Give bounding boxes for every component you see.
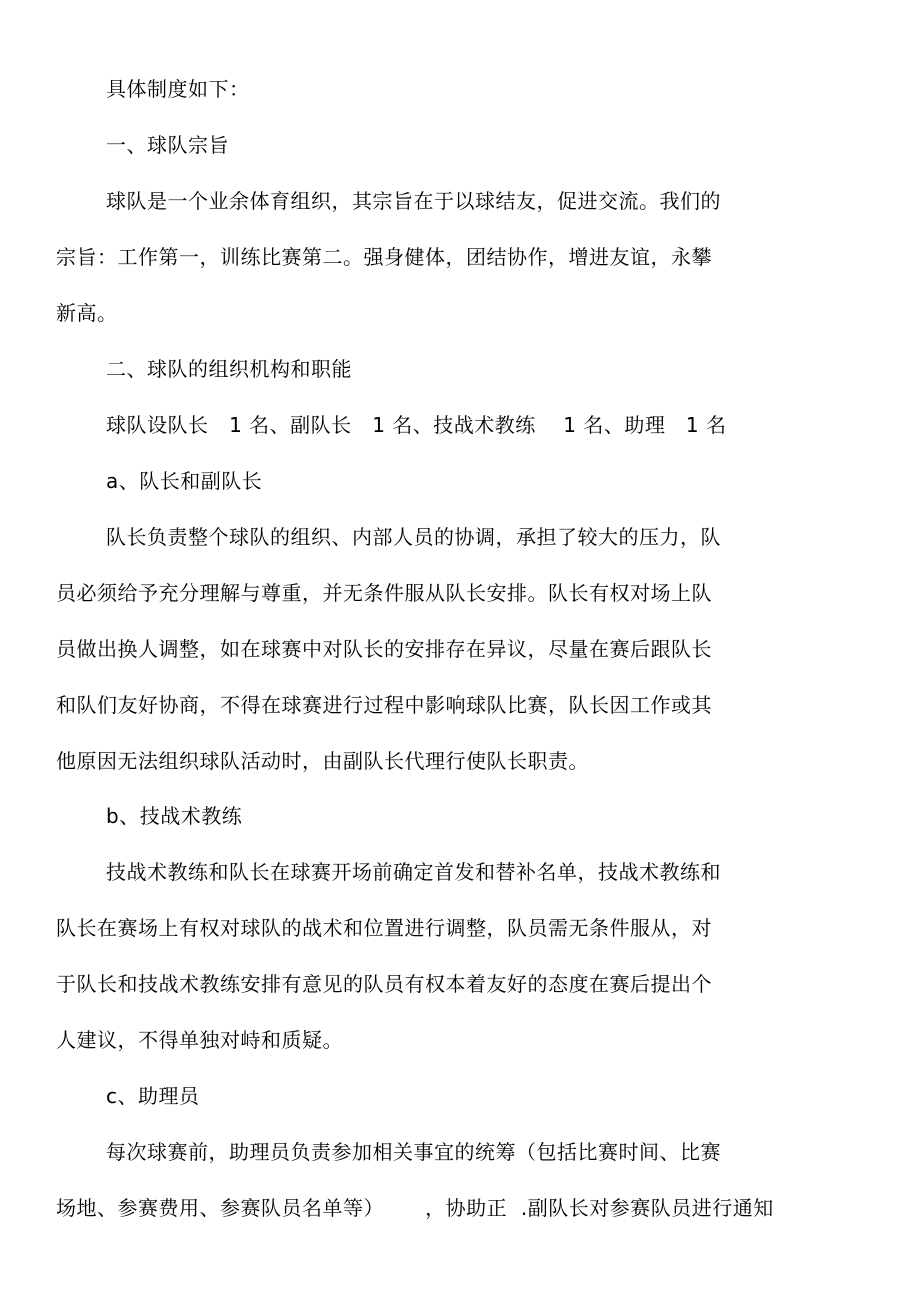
paragraph-line: 队长在赛场上有权对球队的战术和位置进行调整，队员需无条件服从，对: [56, 916, 712, 940]
paragraph-line: 于队长和技战术教练安排有意见的队员有权本着友好的态度在赛后提出个: [56, 972, 712, 996]
paragraph-line: 员做出换人调整，如在球赛中对队长的安排存在异议，尽量在赛后跟队长: [56, 637, 712, 661]
subsection-heading-a: a、队长和副队长: [106, 469, 263, 493]
paragraph-line: 他原因无法组织球队活动时，由副队长代理行使队长职责。: [56, 749, 589, 773]
paragraph-line: 球队是一个业余体育组织，其宗旨在于以球结友，促进交流。我们的: [106, 189, 721, 213]
subsection-heading-c: c、助理员: [106, 1084, 200, 1108]
paragraph-line: 新高。: [56, 301, 118, 325]
paragraph-line: 球队设队长 1 名、副队长 1 名、技战术教练 1 名、助理 1 名: [106, 413, 727, 437]
paragraph-line: 技战术教练和队长在球赛开场前确定首发和替补名单，技战术教练和: [106, 860, 721, 884]
paragraph-line: 每次球赛前，助理员负责参加相关事宜的统筹（包括比赛时间、比赛: [106, 1140, 721, 1164]
paragraph-line: 和队们友好协商，不得在球赛进行过程中影响球队比赛，队长因工作或其: [56, 693, 712, 717]
paragraph-line: 员必须给予充分理解与尊重，并无条件服从队长安排。队长有权对场上队: [56, 581, 712, 605]
paragraph-line: 宗旨：工作第一，训练比赛第二。强身健体，团结协作，增进友谊，永攀: [56, 245, 712, 269]
subsection-heading-b: b、技战术教练: [106, 804, 243, 828]
paragraph-line: 人建议，不得单独对峙和质疑。: [56, 1028, 343, 1052]
section-heading-1: 一、球队宗旨: [106, 133, 229, 157]
intro-line: 具体制度如下：: [106, 77, 250, 101]
paragraph-line: 队长负责整个球队的组织、内部人员的协调，承担了较大的压力，队: [106, 525, 721, 549]
paragraph-line: 场地、参赛费用、参赛队员名单等） ，协助正 .副队长对参赛队员进行通知: [56, 1196, 774, 1220]
section-heading-2: 二、球队的组织机构和职能: [106, 357, 352, 381]
